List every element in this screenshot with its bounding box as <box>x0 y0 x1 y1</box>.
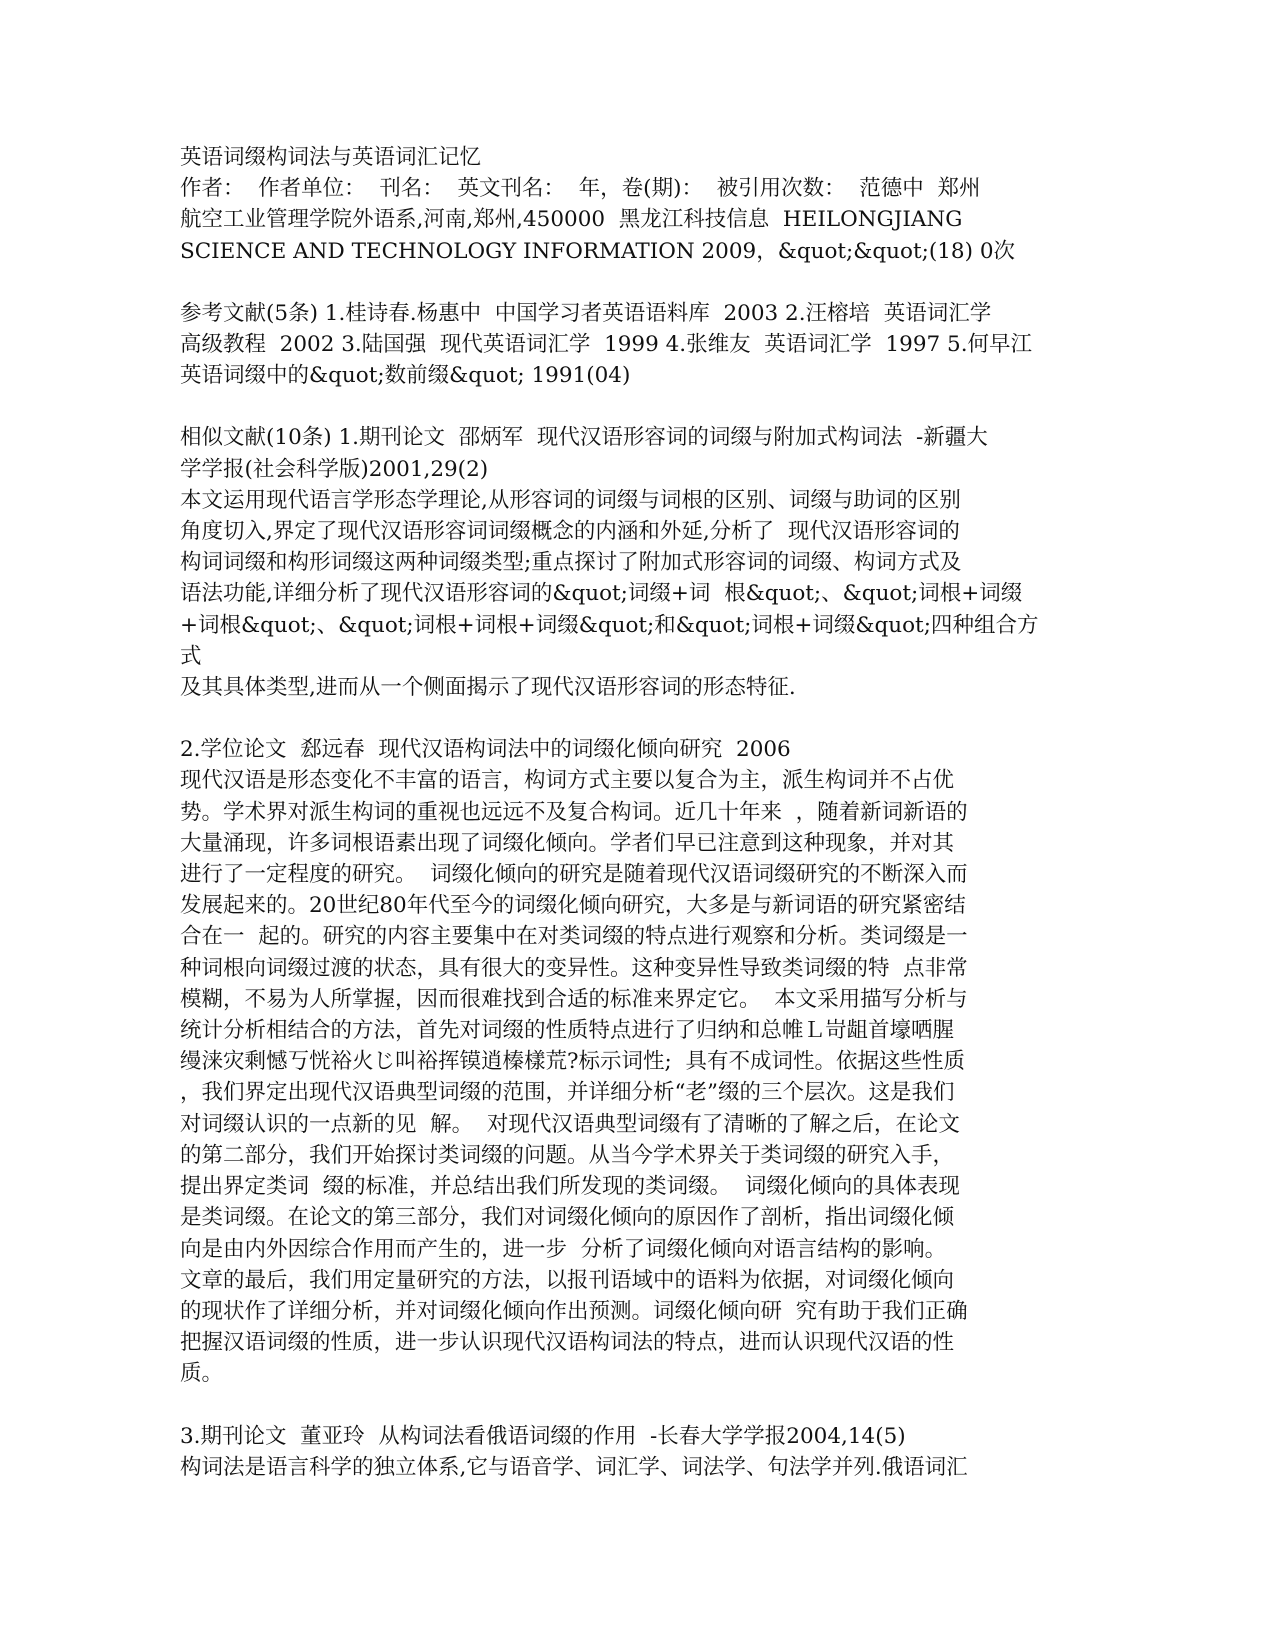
abstract-line: 缦涞灾剩憾丂恍裕火じ叫裕挥镆逍榛樣荒?标示词性; 具有不成词性。依据这些性质 <box>180 1049 965 1075</box>
abstract-line: 模糊，不易为人所掌握，因而很难找到合适的标准来界定它。 本文采用描写分析与 <box>180 986 968 1012</box>
similar-literature-header: 学学报(社会科学版)2001,29(2) <box>180 456 489 482</box>
references-line: 英语词缀中的&quot;数前缀&quot; 1991(04) <box>180 363 631 389</box>
abstract-line: 角度切入,界定了现代汉语形容词词缀概念的内涵和外延,分析了 现代汉语形容词的 <box>180 519 960 545</box>
references-line: 高级教程 2002 3.陆国强 现代英语词汇学 1999 4.张维友 英语词汇学 1997 5.何早江 <box>180 332 1033 358</box>
abstract-line: 的现状作了详细分析，并对词缀化倾向作出预测。词缀化倾向研 究有助于我们正确 <box>180 1298 968 1324</box>
abstract-line: 语法功能,详细分析了现代汉语形容词的&quot;词缀+词 根&quot;、&quot;词根+词缀 <box>180 581 1023 607</box>
document-page <box>180 142 1050 1483</box>
abstract-line: 统计分析相结合的方法，首先对词缀的性质特点进行了归纳和总帷Ｌ岢龃首壕哂腥 <box>180 1018 955 1044</box>
references-section <box>180 298 1050 392</box>
article-metadata <box>180 173 1050 267</box>
abstract-line: 势。学术界对派生构词的重视也远远不及复合构词。近几十年来 ，随着新词新语的 <box>180 799 968 825</box>
article-title: 英语词缀构词法与英语词汇记忆 <box>180 145 482 170</box>
abstract-line: 本文运用现代语言学形态学理论,从形容词的词缀与词根的区别、词缀与助词的区别 <box>180 487 961 513</box>
abstract-line: 构词法是语言科学的独立体系,它与语音学、词汇学、词法学、句法学并列.俄语词汇 <box>180 1454 968 1480</box>
abstract-line: 把握汉语词缀的性质，进一步认识现代汉语构词法的特点，进而认识现代汉语的性 <box>180 1330 955 1356</box>
similar-literature-header: 相似文献(10条) 1.期刊论文 邵炳军 现代汉语形容词的词缀与附加式构词法 -新疆大 <box>180 425 988 451</box>
similar-literature-item-3 <box>180 1421 1050 1483</box>
abstract-line: ，我们界定出现代汉语典型词缀的范围，并详细分析“老”缀的三个层次。这是我们 <box>180 1080 955 1106</box>
abstract-line: 是类词缀。在论文的第三部分，我们对词缀化倾向的原因作了剖析，指出词缀化倾 <box>180 1205 955 1231</box>
abstract-line: 提出界定类词 缀的标准，并总结出我们所发现的类词缀。 词缀化倾向的具体表现 <box>180 1174 960 1200</box>
similar-literature-item-2 <box>180 734 1050 1389</box>
abstract-line: 及其具体类型,进而从一个侧面揭示了现代汉语形容词的形态特征. <box>180 675 796 701</box>
abstract-line: 现代汉语是形态变化不丰富的语言，构词方式主要以复合为主，派生构词并不占优 <box>180 768 955 794</box>
abstract-line: 构词词缀和构形词缀这两种词缀类型;重点探讨了附加式形容词的词缀、构词方式及 <box>180 550 962 576</box>
references-line: 参考文献(5条) 1.桂诗春.杨惠中 中国学习者英语语料库 2003 2.汪榕培 英语词汇学 <box>180 300 992 326</box>
abstract-line: 对词缀认识的一点新的见 解。 对现代汉语典型词缀有了清晰的了解之后，在论文 <box>180 1111 960 1137</box>
item-header: 2.学位论文 郄远春 现代汉语构词法中的词缀化倾向研究 2006 <box>180 737 791 763</box>
item-header: 3.期刊论文 董亚玲 从构词法看俄语词缀的作用 -长春大学学报2004,14(5) <box>180 1423 906 1449</box>
abstract-line: 的第二部分，我们开始探讨类词缀的问题。从当今学术界关于类词缀的研究入手， <box>180 1142 955 1168</box>
abstract-line: +词根&quot;、&quot;词根+词根+词缀&quot;和&quot;词根+词缀&quot;四种组合方式 <box>180 612 1039 669</box>
abstract-line: 进行了一定程度的研究。 词缀化倾向的研究是随着现代汉语词缀研究的不断深入而 <box>180 862 968 888</box>
abstract-line: 发展起来的。20世纪80年代至今的词缀化倾向研究，大多是与新词语的研究紧密结 <box>180 893 966 919</box>
metadata-line: 作者： 作者单位： 刊名： 英文刊名： 年，卷(期)： 被引用次数： 范德中 郑州 <box>180 176 981 202</box>
similar-literature-item-1 <box>180 422 1050 703</box>
abstract-line: 种词根向词缀过渡的状态，具有很大的变异性。这种变异性导致类词缀的特 点非常 <box>180 955 968 981</box>
abstract-line: 质。 <box>180 1361 224 1387</box>
abstract-line: 向是由内外因综合作用而产生的，进一步 分析了词缀化倾向对语言结构的影响。 <box>180 1236 947 1262</box>
abstract-line: 文章的最后，我们用定量研究的方法，以报刊语域中的语料为依据，对词缀化倾向 <box>180 1267 955 1293</box>
metadata-line: SCIENCE AND TECHNOLOGY INFORMATION 2009，&quot;&quot;(18) 0次 <box>180 238 1015 264</box>
abstract-line: 大量涌现，许多词根语素出现了词缀化倾向。学者们早已注意到这种现象，并对其 <box>180 830 955 856</box>
article-title-block <box>180 142 1050 173</box>
metadata-line: 航空工业管理学院外语系,河南,郑州,450000 黑龙江科技信息 HEILONGJIANG <box>180 207 963 233</box>
abstract-line: 合在一 起的。研究的内容主要集中在对类词缀的特点进行观察和分析。类词缀是一 <box>180 924 968 950</box>
